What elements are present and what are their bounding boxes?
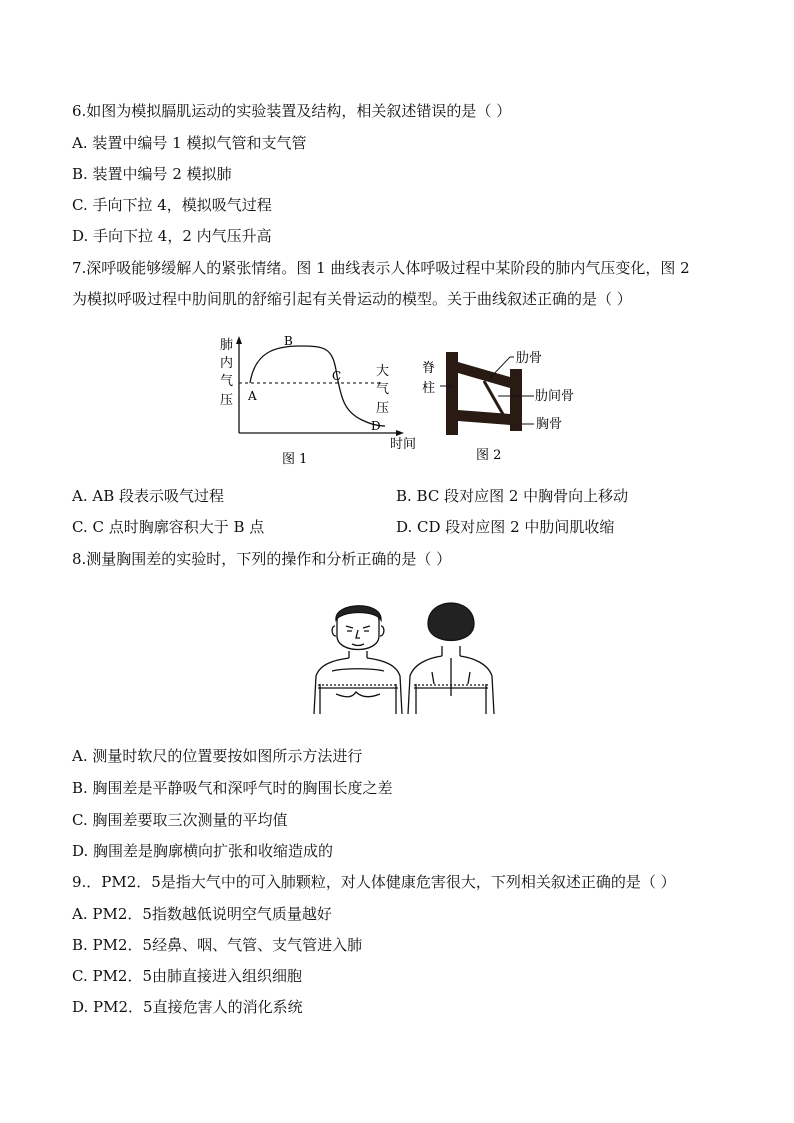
q8-option-a: A. 测量时软尺的位置要按如图所示方法进行 <box>72 747 363 765</box>
fig1-point-b: B <box>284 334 293 348</box>
q6-option-c: C. 手向下拉 4，模拟吸气过程 <box>72 196 272 214</box>
q7-stem-line1: 7.深呼吸能够缓解人的紧张情绪。图 1 曲线表示人体呼吸过程中某阶段的肺内气压变化，图 2 <box>72 259 690 277</box>
fig1-pressure-curve <box>250 346 385 426</box>
q6-option-b: B. 装置中编号 2 模拟肺 <box>72 165 232 183</box>
q9-option-d: D. PM2．5直接危害人的消化系统 <box>72 998 303 1016</box>
q7-option-d: D. CD 段对应图 2 中肋间肌收缩 <box>396 518 615 536</box>
fig2-caption: 图 2 <box>476 448 502 463</box>
fig1-atm-label-1: 大 <box>376 364 390 379</box>
q6-stem: 6.如图为模拟膈肌运动的实验装置及结构，相关叙述错误的是（ ） <box>72 102 512 120</box>
fig1-point-c: C <box>332 369 342 383</box>
fig1-atm-label-2: 气 <box>376 382 390 397</box>
q6-option-d: D. 手向下拉 4，2 内气压升高 <box>72 227 272 245</box>
q8-figure-chest-measurement <box>306 596 498 716</box>
fig1-ylabel-4: 压 <box>220 393 234 408</box>
fig2-spine-label-1: 脊 <box>422 361 436 376</box>
fig1-caption: 图 1 <box>282 452 308 467</box>
fig1-ylabel-3: 气 <box>220 374 234 389</box>
q7-option-b: B. BC 段对应图 2 中胸骨向上移动 <box>396 487 629 505</box>
q9-stem: 9.．PM2．5是指大气中的可入肺颗粒，对人体健康危害很大，下列相关叙述正确的是（ ） <box>72 873 676 891</box>
q9-option-c: C. PM2．5由肺直接进入组织细胞 <box>72 967 303 985</box>
q7-figure1 <box>220 330 430 470</box>
q9-option-a: A. PM2．5指数越低说明空气质量越好 <box>72 905 332 923</box>
fig1-point-a: A <box>248 389 257 403</box>
q6-option-a: A. 装置中编号 1 模拟气管和支气管 <box>72 134 307 152</box>
fig1-x-arrow <box>396 430 404 436</box>
fig2-sternum-bar <box>510 369 522 431</box>
fig1-point-d: D <box>371 419 381 433</box>
q7-option-c: C. C 点时胸廓容积大于 B 点 <box>72 518 265 536</box>
q8-option-c: C. 胸围差要取三次测量的平均值 <box>72 811 288 829</box>
q9-option-b: B. PM2．5经鼻、咽、气管、支气管进入肺 <box>72 936 363 954</box>
q7-figure2 <box>418 344 593 466</box>
fig2-intercostal-muscle <box>484 381 504 416</box>
fig2-label-intercostal: 肋间骨 <box>535 389 575 404</box>
fig1-y-arrow <box>236 336 242 344</box>
fig1-ylabel-1: 肺 <box>220 338 234 353</box>
fig1-xlabel: 时间 <box>390 437 417 452</box>
fig2-spine-label-2: 柱 <box>422 381 436 396</box>
fig1-atm-label-3: 压 <box>376 401 390 416</box>
q8-option-b: B. 胸围差是平静吸气和深呼气时的胸围长度之差 <box>72 779 393 797</box>
q7-option-a: A. AB 段表示吸气过程 <box>72 487 224 505</box>
front-view-person <box>314 606 402 714</box>
back-view-person <box>408 603 494 714</box>
fig2-label-rib: 肋骨 <box>516 351 543 366</box>
fig2-label-sternum: 胸骨 <box>536 417 563 432</box>
fig2-spine-bar <box>446 352 458 435</box>
q8-option-d: D. 胸围差是胸廓横向扩张和收缩造成的 <box>72 842 334 860</box>
q7-stem-line2: 为模拟呼吸过程中肋间肌的舒缩引起有关骨运动的模型。关于曲线叙述正确的是（ ） <box>72 290 632 308</box>
q8-stem: 8.测量胸围差的实验时，下列的操作和分析正确的是（ ） <box>72 550 452 568</box>
fig1-ylabel-2: 内 <box>220 356 234 371</box>
